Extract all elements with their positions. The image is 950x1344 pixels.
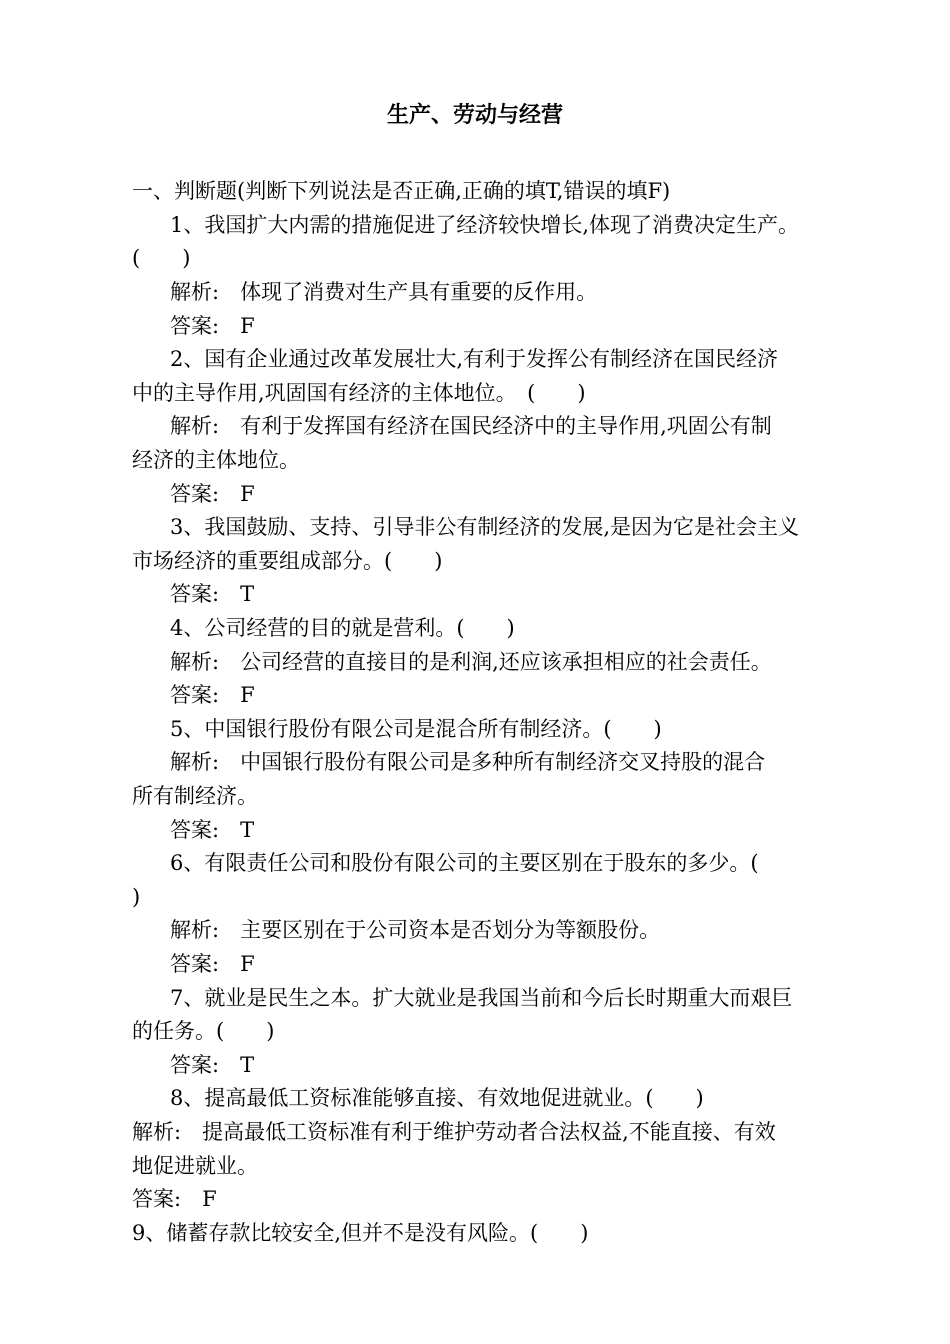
- question-text: 6、有限责任公司和股份有限公司的主要区别在于股东的多少。(: [170, 851, 759, 875]
- answer-text: 答案: F: [170, 482, 255, 506]
- explanation-text-continued: 经济的主体地位。: [132, 448, 300, 472]
- answer-blank: ( ): [132, 246, 191, 270]
- answer-text: 答案: F: [170, 314, 255, 338]
- answer-text: 答案: F: [170, 683, 255, 707]
- document-title: 生产、劳动与经营: [386, 103, 563, 128]
- explanation-text: 解析: 主要区别在于公司资本是否划分为等额股份。: [170, 918, 661, 942]
- question-text-continued: 的任务。( ): [132, 1019, 275, 1043]
- question-text: 2、国有企业通过改革发展壮大,有利于发挥公有制经济在国民经济: [170, 347, 779, 371]
- question-text: 3、我国鼓励、支持、引导非公有制经济的发展,是因为它是社会主义: [170, 515, 800, 539]
- answer-text: 答案: T: [170, 582, 255, 606]
- answer-blank: ): [132, 885, 141, 909]
- explanation-text: 解析: 体现了消费对生产具有重要的反作用。: [170, 280, 598, 304]
- explanation-text-continued: 地促进就业。: [132, 1154, 258, 1178]
- answer-text: 答案: T: [170, 818, 255, 842]
- question-text: 7、就业是民生之本。扩大就业是我国当前和今后长时期重大而艰巨: [170, 986, 793, 1010]
- answer-text: 答案: T: [170, 1053, 255, 1077]
- question-text: 5、中国银行股份有限公司是混合所有制经济。( ): [170, 717, 662, 741]
- explanation-text: 解析: 提高最低工资标准有利于维护劳动者合法权益,不能直接、有效: [132, 1120, 776, 1144]
- explanation-text: 解析: 公司经营的直接目的是利润,还应该承担相应的社会责任。: [170, 650, 772, 674]
- explanation-text: 解析: 有利于发挥国有经济在国民经济中的主导作用,巩固公有制: [170, 414, 772, 438]
- question-text-continued: 中的主导作用,巩固国有经济的主体地位。 ( ): [132, 381, 586, 405]
- explanation-text: 解析: 中国银行股份有限公司是多种所有制经济交叉持股的混合: [170, 750, 766, 774]
- answer-text: 答案: F: [132, 1187, 217, 1211]
- question-text: 8、提高最低工资标准能够直接、有效地促进就业。( ): [170, 1086, 704, 1110]
- explanation-text-continued: 所有制经济。: [132, 784, 258, 808]
- answer-text: 答案: F: [170, 952, 255, 976]
- section-heading: 一、判断题(判断下列说法是否正确,正确的填T,错误的填F): [132, 179, 671, 203]
- question-text-continued: 市场经济的重要组成部分。( ): [132, 549, 443, 573]
- question-text: 4、公司经营的目的就是营利。( ): [170, 616, 515, 640]
- question-text: 1、我国扩大内需的措施促进了经济较快增长,体现了消费决定生产。: [170, 213, 800, 237]
- question-text: 9、储蓄存款比较安全,但并不是没有风险。( ): [132, 1221, 589, 1245]
